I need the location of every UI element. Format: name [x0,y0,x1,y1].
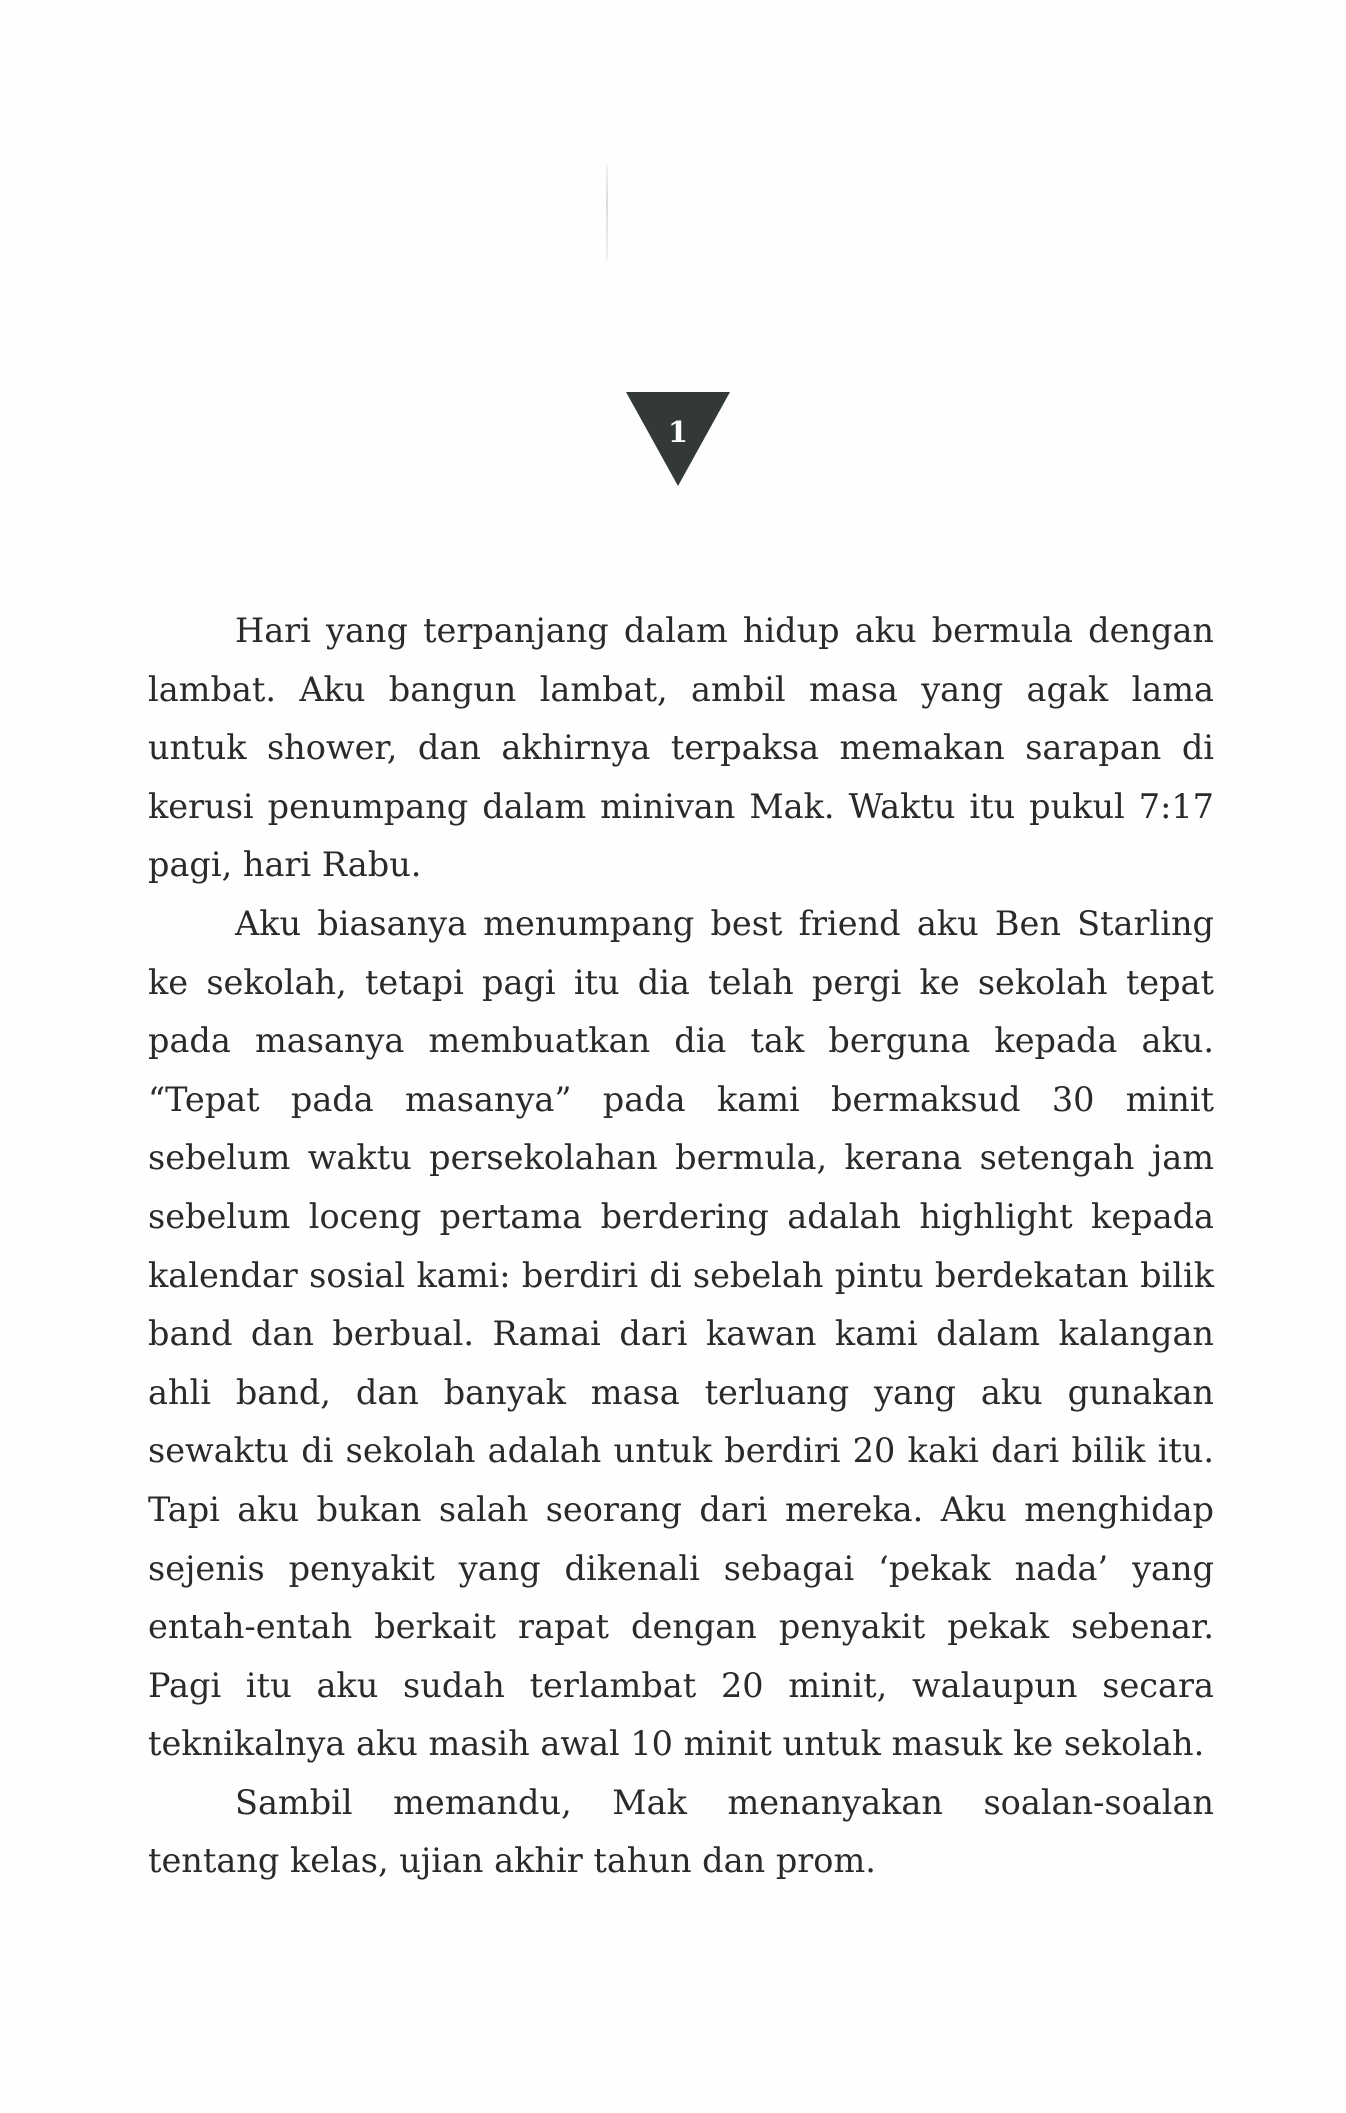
chapter-body [148,602,1214,1891]
paragraph: Sambil memandu, Mak menanyakan soalan-soalan tentang kelas, ujian akhir tahun dan prom. [148,1782,1214,1881]
scan-artifact [606,165,608,260]
paragraph: Aku biasanya menumpang best friend aku Ben Starling ke sekolah, tetapi pagi itu dia telah pergi ke sekolah tepat pada masanya membuatkan dia tak berguna kepada aku. “Tepat pada masanya” pada kami bermaksud 30 minit sebelum waktu persekolahan bermula, kerana setengah jam sebelum loceng pertama berdering adalah highlight kepada kalendar sosial kami: berdiri di sebelah pintu berdekatan bilik band dan berbual. Ramai dari kawan kami dalam kalangan ahli band, dan banyak masa terluang yang aku gunakan sewaktu di sekolah adalah untuk berdiri 20 kaki dari bilik itu. Tapi aku bukan salah seorang dari mereka. Aku menghidap sejenis penyakit yang dikenali sebagai ‘pekak nada’ yang entah-entah berkait rapat dengan penyakit pekak sebenar. Pagi itu aku sudah terlambat 20 minit, walaupun secara teknikalnya aku masih awal 10 minit untuk masuk ke sekolah. [148,903,1214,1764]
chapter-marker [626,392,730,486]
chapter-number: 1 [667,415,689,449]
paragraph: Hari yang terpanjang dalam hidup aku bermula dengan lambat. Aku bangun lambat, ambil masa yang agak lama untuk shower, dan akhirnya terpaksa memakan sarapan di kerusi penumpang dalam minivan Mak. Waktu itu pukul 7:17 pagi, hari Rabu. [148,611,1214,885]
